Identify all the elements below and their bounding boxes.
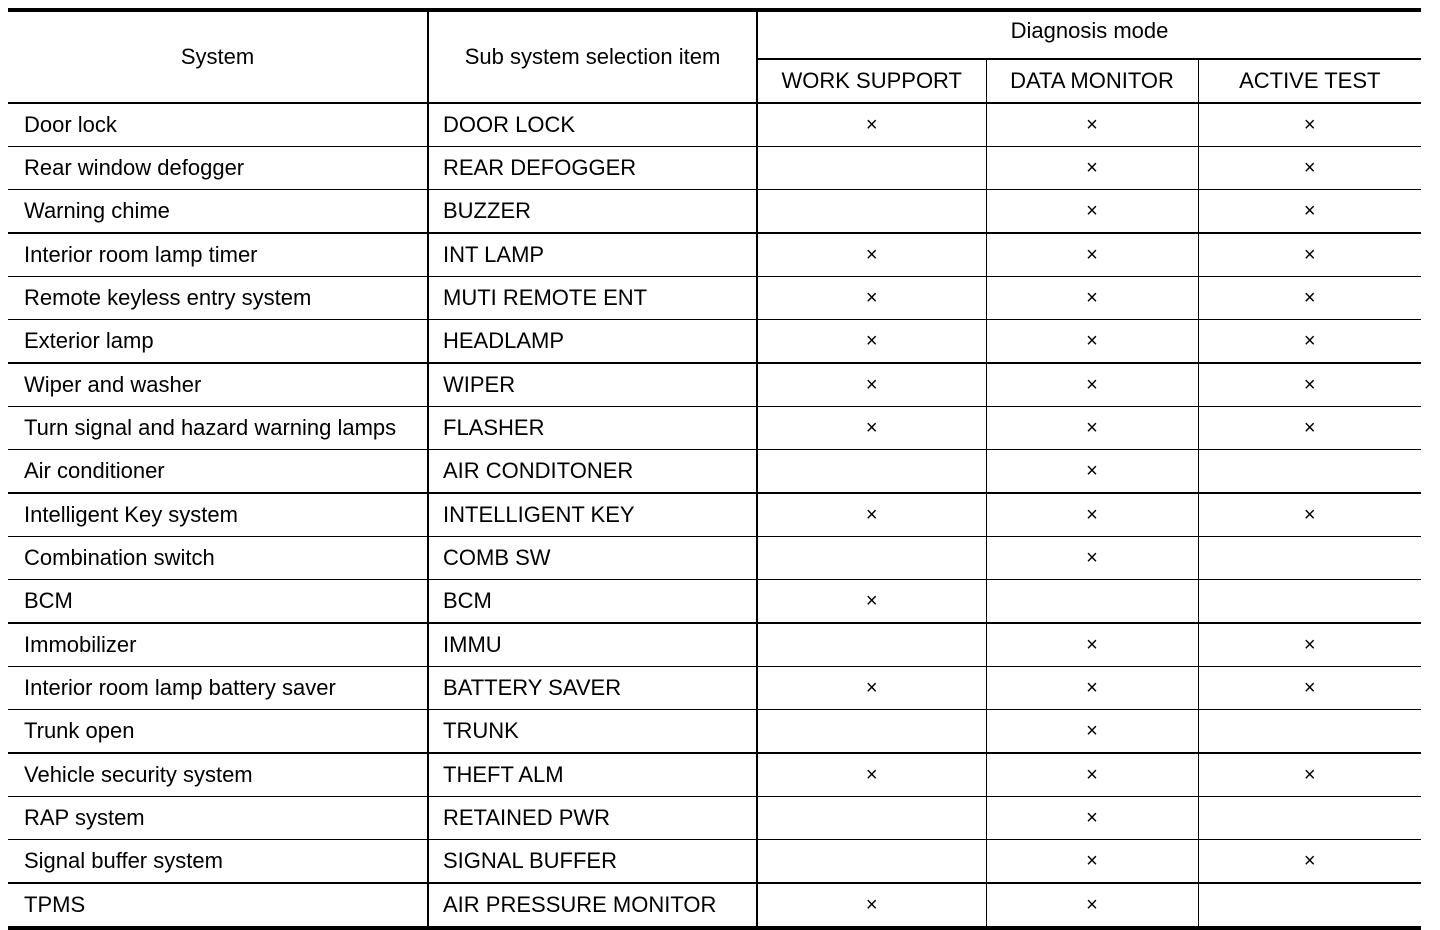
table-row (8, 320, 1421, 364)
data-monitor-mark (986, 580, 1198, 624)
system-cell: Intelligent Key system (8, 493, 428, 537)
sub-system-cell: IMMU (428, 623, 757, 667)
data-monitor-mark: × (986, 363, 1198, 407)
sub-system-cell: INTELLIGENT KEY (428, 493, 757, 537)
table-row (8, 147, 1421, 190)
work-support-mark: × (757, 493, 986, 537)
sub-system-cell: COMB SW (428, 537, 757, 580)
active-test-mark: × (1198, 407, 1421, 450)
system-cell: Trunk open (8, 710, 428, 754)
system-cell: Door lock (8, 103, 428, 147)
data-monitor-mark: × (986, 493, 1198, 537)
system-cell: Immobilizer (8, 623, 428, 667)
active-test-mark: × (1198, 363, 1421, 407)
data-monitor-mark: × (986, 147, 1198, 190)
table-row (8, 493, 1421, 537)
table-row (8, 667, 1421, 710)
data-monitor-mark: × (986, 450, 1198, 494)
system-cell: Warning chime (8, 190, 428, 234)
data-monitor-mark: × (986, 623, 1198, 667)
active-test-mark (1198, 450, 1421, 494)
table-row (8, 840, 1421, 884)
system-cell: Air conditioner (8, 450, 428, 494)
work-support-mark: × (757, 407, 986, 450)
header-system: System (8, 10, 428, 103)
active-test-mark: × (1198, 667, 1421, 710)
header-sub-system: Sub system selection item (428, 10, 757, 103)
table-row (8, 580, 1421, 624)
sub-system-cell: MUTI REMOTE ENT (428, 277, 757, 320)
system-cell: Rear window defogger (8, 147, 428, 190)
system-cell: Remote keyless entry system (8, 277, 428, 320)
data-monitor-mark: × (986, 103, 1198, 147)
work-support-mark: × (757, 667, 986, 710)
sub-system-cell: SIGNAL BUFFER (428, 840, 757, 884)
data-monitor-mark: × (986, 190, 1198, 234)
data-monitor-mark: × (986, 797, 1198, 840)
sub-system-cell: INT LAMP (428, 233, 757, 277)
active-test-mark: × (1198, 623, 1421, 667)
table-header (8, 10, 1421, 103)
work-support-mark (757, 623, 986, 667)
header-diagnosis-mode: Diagnosis mode (757, 10, 1421, 59)
table-row (8, 710, 1421, 754)
active-test-mark: × (1198, 493, 1421, 537)
system-cell: TPMS (8, 883, 428, 928)
table-row (8, 623, 1421, 667)
table-row (8, 537, 1421, 580)
header-work-support: WORK SUPPORT (757, 59, 986, 103)
header-active-test: ACTIVE TEST (1198, 59, 1421, 103)
sub-system-cell: WIPER (428, 363, 757, 407)
data-monitor-mark: × (986, 233, 1198, 277)
work-support-mark (757, 797, 986, 840)
work-support-mark: × (757, 320, 986, 364)
system-cell: RAP system (8, 797, 428, 840)
active-test-mark (1198, 580, 1421, 624)
table-row (8, 190, 1421, 234)
work-support-mark (757, 450, 986, 494)
table-body (8, 103, 1421, 928)
sub-system-cell: DOOR LOCK (428, 103, 757, 147)
system-cell: BCM (8, 580, 428, 624)
system-cell: Signal buffer system (8, 840, 428, 884)
data-monitor-mark: × (986, 840, 1198, 884)
table-row (8, 797, 1421, 840)
work-support-mark (757, 710, 986, 754)
active-test-mark: × (1198, 277, 1421, 320)
diagnosis-mode-table (8, 8, 1421, 930)
table-row (8, 753, 1421, 797)
work-support-mark: × (757, 580, 986, 624)
table-row (8, 450, 1421, 494)
sub-system-cell: AIR CONDITONER (428, 450, 757, 494)
data-monitor-mark: × (986, 883, 1198, 928)
active-test-mark: × (1198, 147, 1421, 190)
work-support-mark (757, 840, 986, 884)
data-monitor-mark: × (986, 277, 1198, 320)
sub-system-cell: HEADLAMP (428, 320, 757, 364)
sub-system-cell: TRUNK (428, 710, 757, 754)
system-cell: Exterior lamp (8, 320, 428, 364)
work-support-mark (757, 537, 986, 580)
table-row (8, 103, 1421, 147)
system-cell: Wiper and washer (8, 363, 428, 407)
active-test-mark: × (1198, 753, 1421, 797)
data-monitor-mark: × (986, 710, 1198, 754)
table-row (8, 233, 1421, 277)
sub-system-cell: BATTERY SAVER (428, 667, 757, 710)
system-cell: Interior room lamp timer (8, 233, 428, 277)
system-cell: Combination switch (8, 537, 428, 580)
data-monitor-mark: × (986, 537, 1198, 580)
data-monitor-mark: × (986, 753, 1198, 797)
active-test-mark (1198, 537, 1421, 580)
system-cell: Turn signal and hazard warning lamps (8, 407, 428, 450)
data-monitor-mark: × (986, 667, 1198, 710)
active-test-mark: × (1198, 320, 1421, 364)
work-support-mark: × (757, 103, 986, 147)
active-test-mark: × (1198, 233, 1421, 277)
work-support-mark: × (757, 277, 986, 320)
active-test-mark: × (1198, 190, 1421, 234)
sub-system-cell: RETAINED PWR (428, 797, 757, 840)
sub-system-cell: BCM (428, 580, 757, 624)
table-row (8, 407, 1421, 450)
system-cell: Vehicle security system (8, 753, 428, 797)
sub-system-cell: AIR PRESSURE MONITOR (428, 883, 757, 928)
work-support-mark: × (757, 233, 986, 277)
work-support-mark: × (757, 883, 986, 928)
data-monitor-mark: × (986, 407, 1198, 450)
active-test-mark: × (1198, 103, 1421, 147)
data-monitor-mark: × (986, 320, 1198, 364)
work-support-mark (757, 190, 986, 234)
sub-system-cell: REAR DEFOGGER (428, 147, 757, 190)
sub-system-cell: BUZZER (428, 190, 757, 234)
sub-system-cell: THEFT ALM (428, 753, 757, 797)
table-row (8, 277, 1421, 320)
active-test-mark (1198, 883, 1421, 928)
work-support-mark: × (757, 363, 986, 407)
work-support-mark (757, 147, 986, 190)
header-data-monitor: DATA MONITOR (986, 59, 1198, 103)
active-test-mark (1198, 710, 1421, 754)
system-cell: Interior room lamp battery saver (8, 667, 428, 710)
active-test-mark (1198, 797, 1421, 840)
table-row (8, 883, 1421, 928)
sub-system-cell: FLASHER (428, 407, 757, 450)
work-support-mark: × (757, 753, 986, 797)
active-test-mark: × (1198, 840, 1421, 884)
table-row (8, 363, 1421, 407)
